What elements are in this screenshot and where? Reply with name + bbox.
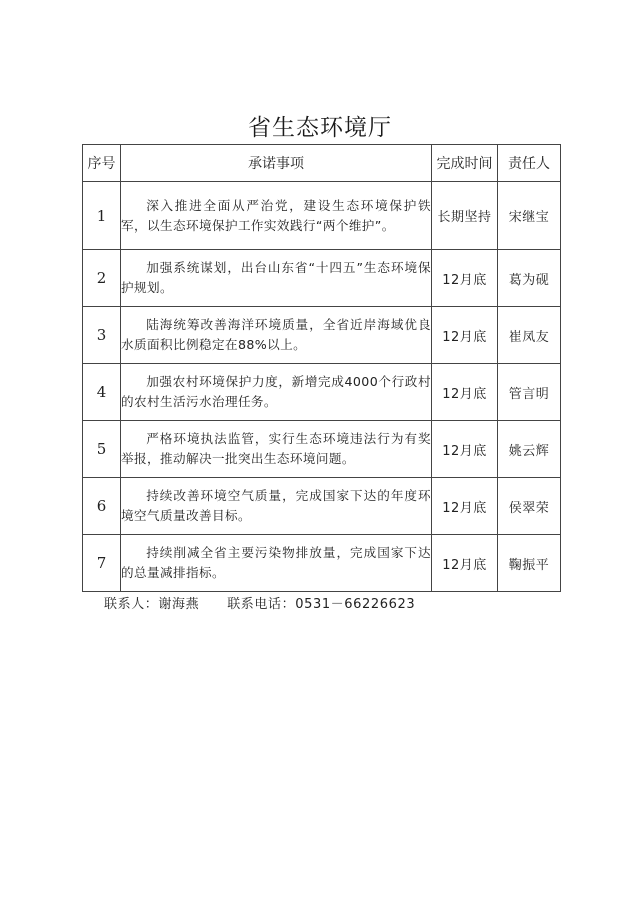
responsible-person: 侯翠荣 <box>498 478 561 535</box>
responsible-person: 姚云辉 <box>498 421 561 478</box>
row-number: 4 <box>83 364 121 421</box>
responsible-person: 崔凤友 <box>498 307 561 364</box>
deadline: 长期坚持 <box>432 182 498 250</box>
contact-phone: 联系电话：0531－66226623 <box>227 597 416 612</box>
table-row <box>83 250 561 307</box>
header-responsible: 责任人 <box>498 145 561 182</box>
row-number: 1 <box>83 182 121 250</box>
row-number: 6 <box>83 478 121 535</box>
table-row <box>83 364 561 421</box>
deadline: 12月底 <box>432 535 498 592</box>
deadline: 12月底 <box>432 250 498 307</box>
commitment-text: 陆海统筹改善海洋环境质量，全省近岸海域优良水质面积比例稳定在88%以上。 <box>121 307 432 364</box>
deadline: 12月底 <box>432 421 498 478</box>
responsible-person: 宋继宝 <box>498 182 561 250</box>
responsible-person: 管言明 <box>498 364 561 421</box>
row-number: 5 <box>83 421 121 478</box>
commitment-text: 加强农村环境保护力度，新增完成4000个行政村的农村生活污水治理任务。 <box>121 364 432 421</box>
commitment-text: 深入推进全面从严治党，建设生态环境保护铁军，以生态环境保护工作实效践行“两个维护”。 <box>121 182 432 250</box>
deadline: 12月底 <box>432 307 498 364</box>
table-row <box>83 307 561 364</box>
commitment-text: 持续改善环境空气质量，完成国家下达的年度环境空气质量改善目标。 <box>121 478 432 535</box>
header-deadline: 完成时间 <box>432 145 498 182</box>
row-number: 7 <box>83 535 121 592</box>
contact-info <box>104 593 415 612</box>
deadline: 12月底 <box>432 364 498 421</box>
row-number: 3 <box>83 307 121 364</box>
commitment-text: 持续削减全省主要污染物排放量，完成国家下达的总量减排指标。 <box>121 535 432 592</box>
header-commitment: 承诺事项 <box>121 145 432 182</box>
commitment-table <box>82 144 561 592</box>
table-row <box>83 421 561 478</box>
table-row <box>83 478 561 535</box>
header-number: 序号 <box>83 145 121 182</box>
table-header-row <box>83 145 561 182</box>
commitment-text: 严格环境执法监管，实行生态环境违法行为有奖举报，推动解决一批突出生态环境问题。 <box>121 421 432 478</box>
responsible-person: 鞠振平 <box>498 535 561 592</box>
table-row <box>83 535 561 592</box>
commitment-text: 加强系统谋划，出台山东省“十四五”生态环境保护规划。 <box>121 250 432 307</box>
contact-person: 联系人：谢海燕 <box>104 597 200 612</box>
row-number: 2 <box>83 250 121 307</box>
responsible-person: 葛为砚 <box>498 250 561 307</box>
table-row <box>83 182 561 250</box>
page-title: 省生态环境厅 <box>248 115 392 141</box>
deadline: 12月底 <box>432 478 498 535</box>
